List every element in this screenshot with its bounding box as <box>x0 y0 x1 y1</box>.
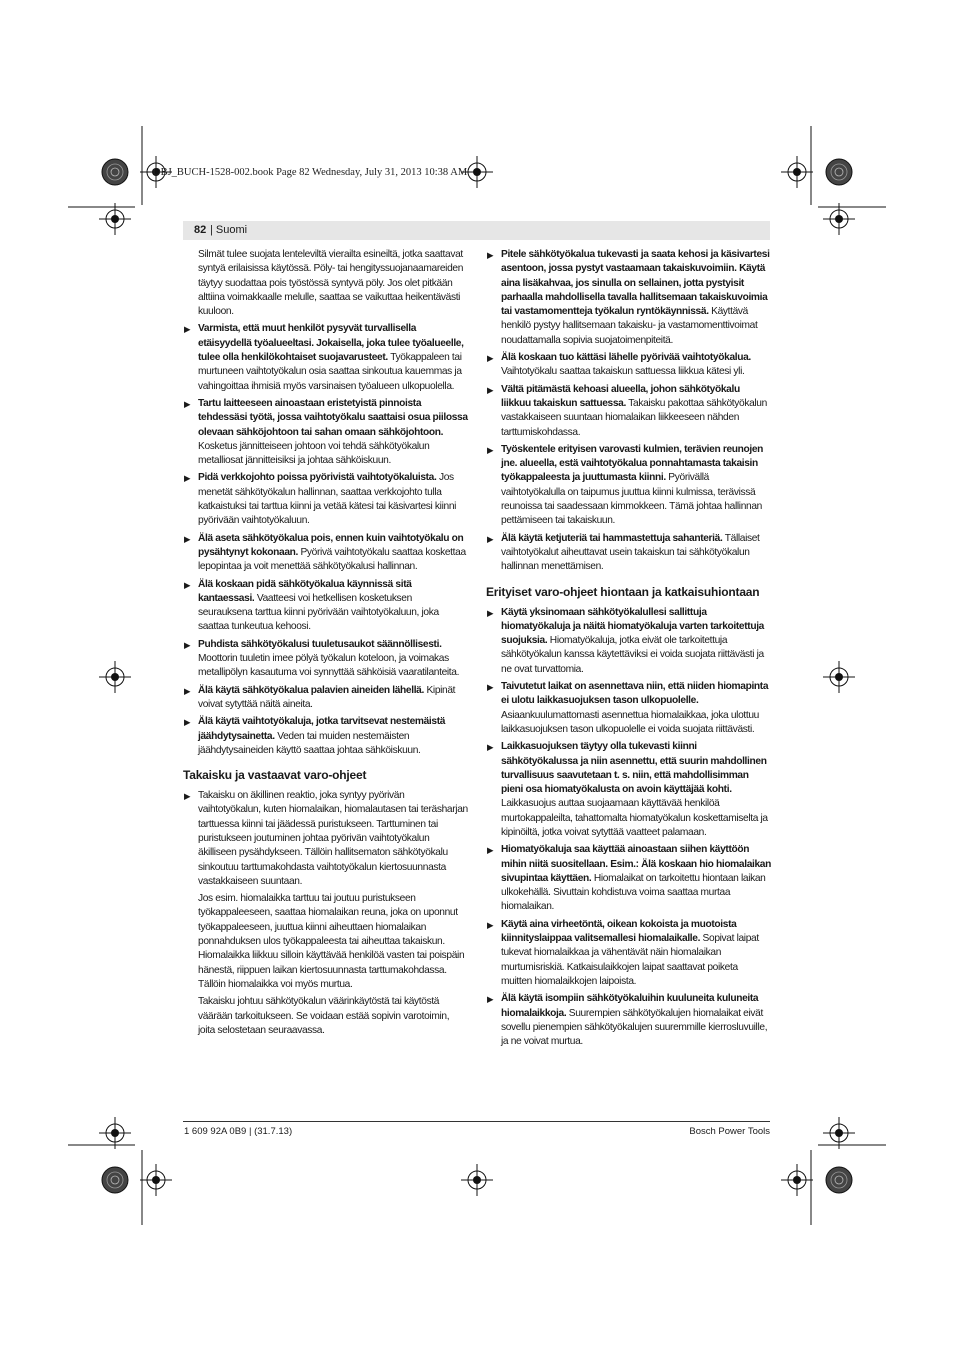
list-item: ▶ Älä aseta sähkötyökalua pois, ennen kuin vaihtotyökalu on pysähtynyt kokonaan. Pyörivä vaihtotyökalu saattaa koskettaa lepopintaa ja voit menettää sähkötyökalusi hallinnan. <box>184 532 466 573</box>
bullet-icon: ▶ <box>184 398 191 409</box>
page-header <box>183 221 770 240</box>
kickback-paragraph: Jos esim. hiomalaikka tarttuu tai joutuu puristukseen työkappaleeseen, saattaa hiomalaikan reuna, joka on uponnut työkappaleeseen, juuttua kiinni aiheuttaen hiomalaikan ponnahduksen ulos työkappaleesta tai aiheuttaa takaiskun. Hiomalaikka liikkuu silloin käyttävää henkilöä vasten tai poispäin hänestä, riippuen laikan kiertosuunnasta tarttumakohdassa. Tällöin hiomalaikka voi myös murtua. <box>198 893 465 990</box>
section-name: | Suomi <box>210 224 248 236</box>
list-item: ▶ Puhdista sähkötyökalusi tuuletusaukot säännöllisesti. Moottorin tuuletin imee pölyä työkalun koteloon, ja voimakas metallipölyn kasautuma voi synnyttää sähköisiä vaaratilanteita. <box>184 638 460 679</box>
bullet-icon: ▶ <box>487 919 494 930</box>
section-heading-grinding: Erityiset varo-ohjeet hiontaan ja katkaisuhiontaan <box>486 584 760 599</box>
footer-rule <box>183 1121 770 1122</box>
bullet-icon: ▶ <box>487 607 494 618</box>
footer-doc-number: 1 609 92A 0B9 | (31.7.13) <box>184 1126 293 1137</box>
bullet-icon: ▶ <box>487 533 494 544</box>
left-column <box>183 248 468 1041</box>
bullet-icon: ▶ <box>487 353 494 364</box>
bullet-icon: ▶ <box>184 533 191 544</box>
footer-brand: Bosch Power Tools <box>689 1126 770 1137</box>
bullet-icon: ▶ <box>487 444 494 455</box>
list-item: ▶ Työskentele erityisen varovasti kulmien, terävien reunojen jne. alueella, estä vaihtotyökalua ponnahtamasta takaisin työkappaleesta ja juuttumasta kiinni. Pyörivällä vaihtotyökalulla on taipumus juuttua kiinni kulmissa, terävissä reunoissa tai saadessaan kimmokkeen. Tämä johtaa hallinnan pettämiseen tai takaiskuun. <box>487 443 764 527</box>
list-item: ▶ Laikkasuojuksen täytyy olla tukevasti kiinni sähkötyökalussa ja niin asennettu, että suurin mahdollinen turvallisuus saavutetaan t. s. niin, että mahdollisimman pieni osa hiomatyökalusta on avoin käyttäjää kohti. Laikkasuojus auttaa suojaamaan käyttävää henkilöä murtokappaleilta, tahattomalta hiomatyökalun koskettamiselta ja kipinöiltä, jotka voivat sytyttää vaatteet palamaan. <box>487 741 768 838</box>
bullet-icon: ▶ <box>487 384 494 395</box>
list-item: ▶ Käytä yksinomaan sähkötyökalullesi sallittuja hiomatyökaluja ja näitä hiomatyökaluja varten tarkoitettuja suojuksia. Hiomatyökaluja, jotka eivät ole tarkoitettuja sähkötyökalun kanssa käytettäviksi ei voida suojata riittävästi ja ne ovat turvattomia. <box>487 606 764 675</box>
list-item: ▶ Älä koskaan pidä sähkötyökalua käynnissä sitä kantaessasi. Vaatteesi voi hetkellisen kosketuksen seurauksena tarttua kiinni pyörivään vaihtotyökaluun, joka saattaa tunkeutua kehoosi. <box>184 578 439 633</box>
bullet-icon: ▶ <box>184 791 191 802</box>
bullet-icon: ▶ <box>487 250 494 260</box>
kickback-paragraph: Takaisku johtuu sähkötyökalun väärinkäytöstä tai käytöstä väärään tarkoitukseen. Se voidaan estää sopivin varotoimin, joita selostetaan seuraavassa. <box>198 996 450 1036</box>
list-item: ▶ Älä käytä isompiin sähkötyökaluihin kuuluneita kuluneita hiomalaikkoja. Suurempien sähkötyökalujen hiomalaikat eivät sovellu pienempien sähkötyökalujen suuremmille kierrosluvuille, ja ne voivat murtua. <box>487 993 768 1048</box>
list-item: ▶ Älä käytä vaihtotyökaluja, jotka tarvitsevat nestemäistä jäähdytysainetta. Veden tai muiden nestemäisten jäähdytysaineiden käyttö saattaa johtaa sähköiskuun. <box>184 716 446 756</box>
list-item: ▶ Tartu laitteeseen ainoastaan eristetyistä pinnoista tehdessäsi työtä, jossa vaihtotyökalu saattaisi osua piilossa olevaan sähköjohtoon tai sahan omaan sähköjohtoon. Kosketus jännitteiseen johtoon voi tehdä sähkötyökalun metalliosat jännitteisiksi ja johtaa sähköiskuun. <box>184 397 468 467</box>
bullet-icon: ▶ <box>487 742 494 753</box>
bullet-icon: ▶ <box>487 845 494 856</box>
bullet-icon: ▶ <box>184 685 191 696</box>
list-item: ▶ Pitele sähkötyökalua tukevasti ja saata kehosi ja käsivartesi asentoon, jossa pystyt vastaamaan takaiskuvoimiin. Käytä aina lisäkahvaa, jos sinulla on sellainen, jotta pystyisit parhaalla mahdollisella tavalla hallitsemaan takaiskuvoimia tai vastamomentteja työkalun ryntökäynnissä. Käyttävä henkilö pystyy hallitsemaan takaisku- ja vastamomenttivoimat noudattamalla sopivia suojatoimenpiteitä. <box>487 249 770 346</box>
right-column <box>486 248 771 1052</box>
bullet-icon: ▶ <box>184 324 191 335</box>
bullet-icon: ▶ <box>184 639 191 650</box>
list-item: ▶ Vältä pitämästä kehoasi alueella, johon sähkötyökalu liikkuu takaiskun sattuessa. Takaisku pakottaa sähkötyökalun vastakkaiseen suuntaan hiomalaikan liikkeeseen nähden tarttumiskohdassa. <box>487 383 767 438</box>
list-item: ▶ Pidä verkkojohto poissa pyörivistä vaihtotyökaluista. Jos menetät sähkötyökalun hallinnan, saattaa verkkojohto tulla katkaistuksi tai tarttua kiinni ja vetää kätesi tai käsivartesi kiinni pyörivään vaihtotyökaluun. <box>184 472 457 527</box>
list-item: ▶ Hiomatyökaluja saa käyttää ainoastaan siihen käyttöön mihin niitä suositellaan. Esim.: Älä koskaan hio hiomalaikan sivupintaa käyttäen. Hiomalaikat on tarkoitettu hiontaan laikan ulkokehällä. Sivuttain kohdistuva voima saattaa murtaa hiomalaikan. <box>487 844 771 913</box>
bullet-icon: ▶ <box>487 994 494 1005</box>
bullet-icon: ▶ <box>184 473 191 484</box>
bullet-icon: ▶ <box>487 682 494 693</box>
list-item: ▶ Älä käytä ketjuteriä tai hammastettuja sahanteriä. Tällaiset vaihtotyökalut aiheuttavat usein takaiskun tai sähkötyökalun hallinnan menettämisen. <box>487 532 760 573</box>
list-item: ▶ Varmista, että muut henkilöt pysyvät turvallisella etäisyydellä työalueeltasi. Jokaisella, joka tulee työalueelle, tulee olla henkilökohtaiset suojavarusteet. Työkappaleen tai murtuneen vaihtotyökalun osia saattaa sinkoutua kauemmas ja vahingoittaa ihmisiä myös varsinaisen työalueen ulkopuolella. <box>184 323 464 392</box>
page-number: 82 <box>194 224 207 236</box>
list-item: ▶ Älä käytä sähkötyökalua palavien aineiden lähellä. Kipinät voivat sytyttää näitä aineita. <box>184 684 456 710</box>
print-slug: OBJ_BUCH-1528-002.book Page 82 Wednesday, July 31, 2013 10:38 AM <box>153 167 468 178</box>
section-heading-kickback: Takaisku ja vastaavat varo-ohjeet <box>183 768 367 783</box>
intro-paragraph: Silmät tulee suojata lenteleviltä vierailta esineiltä, jotka saattavat syntyä erilaisissa käytössä. Pöly- tai hengityssuojanaamareiden täytyy suodattaa pois työstössä syntyvä pöly. Jos olet pitkään alttiina voimakkaalle melulle, saattaa se vaikuttaa heikentävästi kuuloon. <box>198 249 464 318</box>
list-item: ▶ Takaisku on äkillinen reaktio, joka syntyy pyörivän vaihtotyökalun, kuten hiomalaikan, hiomalautasen tai teräsharjan tarttuessa kiinni tai jäädessä puristukseen. Tarttuminen tai puristukseen joutuminen johtaa pyörivän vaihtotyökalun äkilliseen pysähdykseen. Tällöin hallitsematon sähkötyökalu sinkoutuu tarttumakohdasta vaihtotyökalun kiertosuunnasta vastakkaiseen suuntaan. <box>184 790 468 887</box>
list-item: ▶ Käytä aina virheetöntä, oikean kokoista ja muotoista kiinnityslaippaa valitsemallesi hiomalaikalle. Sopivat laipat tukevat hiomalaikkaa ja vähentävät näin hiomalaikan murtumisriskiä. Katkaisulaikkojen laipat saattavat poiketa muitten hiomalaikkojen laipoista. <box>487 918 759 987</box>
bullet-icon: ▶ <box>184 717 191 728</box>
bullet-icon: ▶ <box>184 579 191 590</box>
list-item: ▶ Taivutetut laikat on asennettava niin, että niiden hiomapinta ei ulotu laikkasuojuksen tason ulkopuolelle. Asiaankuulumattomasti asennettua hiomalaikkaa, joka ulottuu laikkasuojuksen tason ulkopuolelle ei voida suojata riittävästi. <box>487 681 769 735</box>
list-item: ▶ Älä koskaan tuo kättäsi lähelle pyörivää vaihtotyökalua. Vaihtotyökalu saattaa takaiskun sattuessa liikkua kätesi yli. <box>487 352 751 378</box>
